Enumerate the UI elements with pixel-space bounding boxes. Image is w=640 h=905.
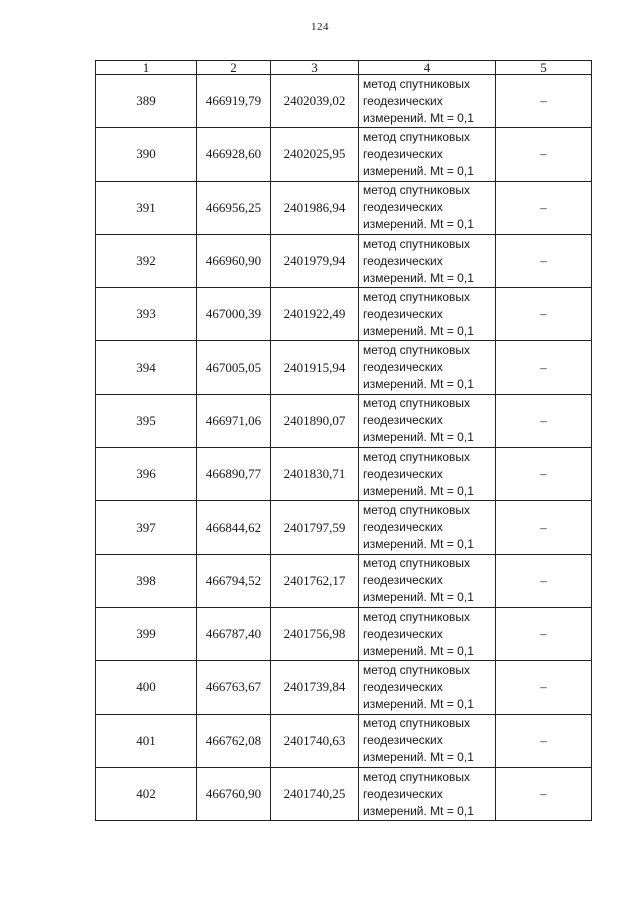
point-number-cell: 390 [96, 128, 197, 181]
method-line: геодезических [363, 786, 443, 801]
y-coordinate-cell: 2401922,49 [271, 288, 359, 341]
point-number-cell: 400 [96, 661, 197, 714]
x-coordinate-cell: 466762,08 [197, 714, 271, 767]
note-cell: – [496, 394, 592, 447]
table-row [96, 501, 592, 554]
y-coordinate-cell: 2401890,07 [271, 394, 359, 447]
y-coordinate-cell: 2401830,71 [271, 448, 359, 501]
method-line: метод спутниковых [363, 343, 471, 358]
x-coordinate-cell: 467005,05 [197, 341, 271, 394]
method-line: измерений. Mt = 0,1 [363, 323, 474, 338]
y-coordinate-cell: 2401740,25 [271, 767, 359, 820]
x-coordinate-cell: 466919,79 [197, 75, 271, 128]
method-line: метод спутниковых [363, 183, 471, 198]
method-line: геодезических [363, 360, 443, 375]
method-line: измерений. Mt = 0,1 [363, 590, 474, 605]
method-line: геодезических [363, 93, 443, 108]
page-number: 124 [311, 21, 329, 33]
table-row [96, 714, 592, 767]
x-coordinate-cell: 466787,40 [197, 607, 271, 660]
method-line: метод спутниковых [363, 769, 471, 784]
method-cell [359, 607, 496, 660]
note-cell: – [496, 75, 592, 128]
table-row [96, 448, 592, 501]
point-number-cell: 392 [96, 234, 197, 287]
column-header-5: 5 [496, 61, 592, 75]
method-line: геодезических [363, 200, 443, 215]
column-header-1: 1 [96, 61, 197, 75]
method-line: измерений. Mt = 0,1 [363, 110, 474, 125]
coordinates-table [95, 60, 592, 821]
column-header-2: 2 [197, 61, 271, 75]
method-line: измерений. Mt = 0,1 [363, 537, 474, 552]
method-line: геодезических [363, 306, 443, 321]
x-coordinate-cell: 466844,62 [197, 501, 271, 554]
method-line: геодезических [363, 146, 443, 161]
x-coordinate-cell: 466971,06 [197, 394, 271, 447]
method-line: метод спутниковых [363, 76, 471, 91]
x-coordinate-cell: 466760,90 [197, 767, 271, 820]
method-line: метод спутниковых [363, 289, 471, 304]
method-line: измерений. Mt = 0,1 [363, 643, 474, 658]
y-coordinate-cell: 2401739,84 [271, 661, 359, 714]
method-line: измерений. Mt = 0,1 [363, 217, 474, 232]
point-number-cell: 402 [96, 767, 197, 820]
method-line: геодезических [363, 413, 443, 428]
point-number-cell: 397 [96, 501, 197, 554]
note-cell: – [496, 448, 592, 501]
note-cell: – [496, 341, 592, 394]
note-cell: – [496, 607, 592, 660]
method-cell [359, 234, 496, 287]
y-coordinate-cell: 2401915,94 [271, 341, 359, 394]
point-number-cell: 401 [96, 714, 197, 767]
point-number-cell: 396 [96, 448, 197, 501]
table-row [96, 554, 592, 607]
x-coordinate-cell: 466960,90 [197, 234, 271, 287]
method-cell [359, 75, 496, 128]
table-row [96, 607, 592, 660]
x-coordinate-cell: 467000,39 [197, 288, 271, 341]
method-line: геодезических [363, 466, 443, 481]
method-line: геодезических [363, 253, 443, 268]
note-cell: – [496, 554, 592, 607]
table-row [96, 341, 592, 394]
point-number-cell: 394 [96, 341, 197, 394]
x-coordinate-cell: 466890,77 [197, 448, 271, 501]
method-line: метод спутниковых [363, 396, 471, 411]
table-row [96, 767, 592, 820]
method-line: метод спутниковых [363, 449, 471, 464]
x-coordinate-cell: 466794,52 [197, 554, 271, 607]
y-coordinate-cell: 2401762,17 [271, 554, 359, 607]
method-line: метод спутниковых [363, 236, 471, 251]
note-cell: – [496, 288, 592, 341]
method-line: метод спутниковых [363, 503, 471, 518]
method-line: измерений. Mt = 0,1 [363, 803, 474, 818]
method-line: метод спутниковых [363, 556, 471, 571]
method-line: измерений. Mt = 0,1 [363, 270, 474, 285]
x-coordinate-cell: 466956,25 [197, 181, 271, 234]
y-coordinate-cell: 2402025,95 [271, 128, 359, 181]
point-number-cell: 389 [96, 75, 197, 128]
table-row [96, 661, 592, 714]
table-body [96, 75, 592, 821]
point-number-cell: 399 [96, 607, 197, 660]
method-line: геодезических [363, 626, 443, 641]
method-cell [359, 448, 496, 501]
table-row [96, 181, 592, 234]
method-cell [359, 661, 496, 714]
method-cell [359, 501, 496, 554]
y-coordinate-cell: 2402039,02 [271, 75, 359, 128]
method-cell [359, 341, 496, 394]
method-line: геодезических [363, 573, 443, 588]
method-cell [359, 714, 496, 767]
note-cell: – [496, 767, 592, 820]
method-cell [359, 767, 496, 820]
method-cell [359, 288, 496, 341]
x-coordinate-cell: 466763,67 [197, 661, 271, 714]
method-line: измерений. Mt = 0,1 [363, 163, 474, 178]
method-cell [359, 181, 496, 234]
method-line: измерений. Mt = 0,1 [363, 750, 474, 765]
point-number-cell: 395 [96, 394, 197, 447]
x-coordinate-cell: 466928,60 [197, 128, 271, 181]
method-line: измерений. Mt = 0,1 [363, 377, 474, 392]
method-line: измерений. Mt = 0,1 [363, 483, 474, 498]
note-cell: – [496, 661, 592, 714]
method-line: геодезических [363, 520, 443, 535]
method-line: измерений. Mt = 0,1 [363, 430, 474, 445]
table-header-row [96, 61, 592, 75]
table-row [96, 75, 592, 128]
note-cell: – [496, 234, 592, 287]
column-header-3: 3 [271, 61, 359, 75]
point-number-cell: 393 [96, 288, 197, 341]
table-row [96, 288, 592, 341]
method-line: измерений. Mt = 0,1 [363, 696, 474, 711]
method-cell [359, 128, 496, 181]
point-number-cell: 398 [96, 554, 197, 607]
method-line: метод спутниковых [363, 662, 471, 677]
note-cell: – [496, 181, 592, 234]
method-line: метод спутниковых [363, 129, 471, 144]
method-cell [359, 554, 496, 607]
method-cell [359, 394, 496, 447]
y-coordinate-cell: 2401740,63 [271, 714, 359, 767]
y-coordinate-cell: 2401986,94 [271, 181, 359, 234]
table-row [96, 394, 592, 447]
method-line: геодезических [363, 733, 443, 748]
note-cell: – [496, 128, 592, 181]
table-row [96, 128, 592, 181]
note-cell: – [496, 501, 592, 554]
y-coordinate-cell: 2401756,98 [271, 607, 359, 660]
y-coordinate-cell: 2401797,59 [271, 501, 359, 554]
note-cell: – [496, 714, 592, 767]
method-line: метод спутниковых [363, 609, 471, 624]
column-header-4: 4 [359, 61, 496, 75]
method-line: геодезических [363, 679, 443, 694]
point-number-cell: 391 [96, 181, 197, 234]
method-line: метод спутниковых [363, 716, 471, 731]
table-row [96, 234, 592, 287]
y-coordinate-cell: 2401979,94 [271, 234, 359, 287]
